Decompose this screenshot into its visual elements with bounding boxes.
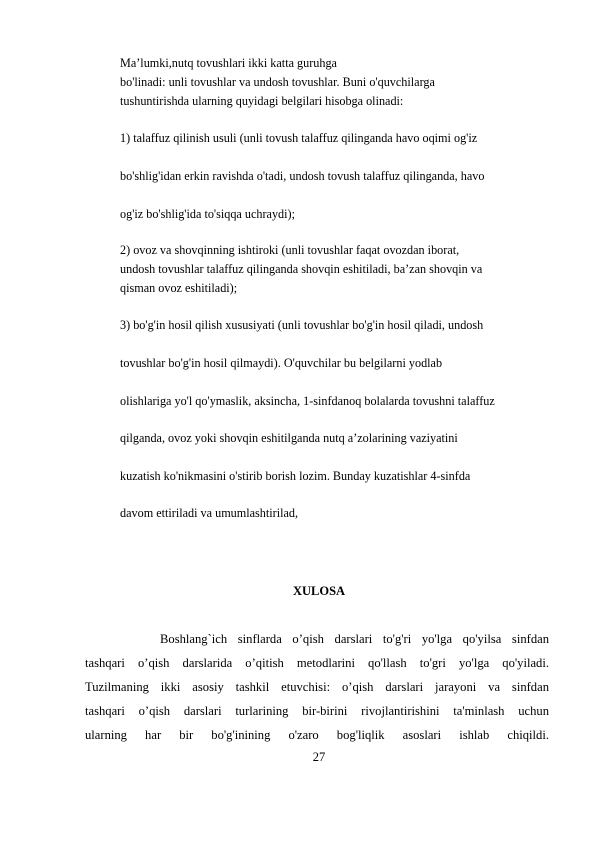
paragraph-line: tashqari o’qish darslari turlarining bir-birini rivojlantirishini ta'minlash uchun — [85, 704, 549, 718]
section-heading: XULOSA — [292, 584, 346, 598]
list-item-line: 2) ovoz va shovqinning ishtiroki (unli tovushlar faqat ovozdan iborat, — [120, 243, 460, 257]
body-text-line: kuzatish ko'nikmasini o'stirib borish lozim. Bunday kuzatishlar 4-sinfda — [120, 469, 471, 483]
body-text-line: davom ettiriladi va umumlashtirilad, — [120, 506, 299, 520]
body-text-line: tovushlar bo'g'in hosil qilmaydi). O'quvchilar bu belgilarni yodlab — [120, 356, 443, 370]
list-item-line: 3) bo'g'in hosil qilish xususiyati (unli tovushlar bo'g'in hosil qiladi, undosh — [120, 318, 484, 332]
paragraph-line: tashqari o’qish darslarida o’qitish metodlarini qo'llash to'gri yo'lga qo'yiladi. — [85, 656, 549, 670]
body-text-line: Ma’lumki,nutq tovushlari ikki katta guruhga — [120, 56, 337, 70]
paragraph-line: ularning har bir bo'g'inining o'zaro bog'liqlik asoslari ishlab chiqildi. — [85, 728, 549, 742]
list-item-line: bo'shlig'idan erkin ravishda o'tadi, undosh tovush talaffuz qilinganda, havo — [120, 169, 485, 183]
paragraph-line: Boshlang`ich sinflarda o’qish darslari to'g'ri yo'lga qo'yilsa sinfdan — [160, 632, 549, 646]
body-text-line: tushuntirishda ularning quyidagi belgilari hisobga olinadi: — [120, 94, 404, 108]
body-text-line: bo'linadi: unli tovushlar va undosh tovushlar. Buni o'quvchilarga — [120, 75, 435, 89]
list-item-line: og'iz bo'shlig'ida to'siqqa uchraydi); — [120, 207, 295, 221]
body-text-line: olishlariga yo'l qo'ymaslik, aksincha, 1-sinfdanoq bolalarda tovushni talaffuz — [120, 394, 495, 408]
body-text-line: qilganda, ovoz yoki shovqin eshitilganda nutq a’zolarining vaziyatini — [120, 431, 458, 445]
list-item-line: qisman ovoz eshitiladi); — [120, 281, 238, 295]
list-item-line: 1) talaffuz qilinish usuli (unli tovush talaffuz qilinganda havo oqimi og'iz — [120, 131, 478, 145]
list-item-line: undosh tovushlar talaffuz qilinganda shovqin eshitiladi, ba’zan shovqin va — [120, 262, 483, 276]
page-number: 27 — [312, 750, 326, 764]
paragraph-line: Tuzilmaning ikki asosiy tashkil etuvchisi: o’qish darslari jarayoni va sinfdan — [85, 680, 549, 694]
